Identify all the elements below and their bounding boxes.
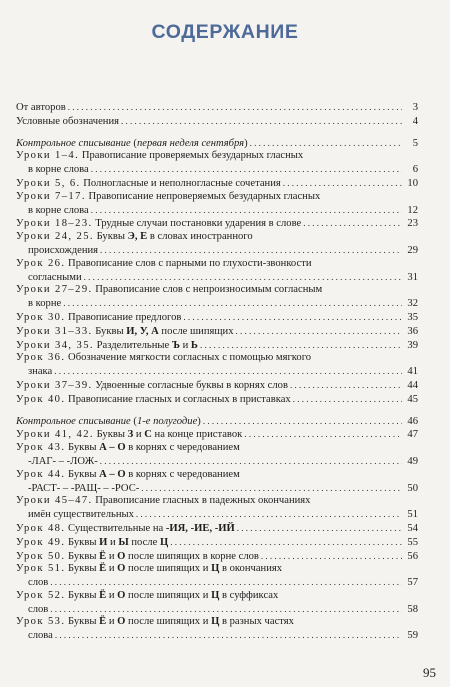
page-ref: 6 xyxy=(412,164,418,176)
continuation-text: слов xyxy=(28,603,49,615)
page-ref: 49 xyxy=(407,455,418,467)
bold-letters: Ъ xyxy=(171,339,180,351)
dot-leader xyxy=(170,536,402,550)
page-ref: 5 xyxy=(412,137,418,149)
toc-entry xyxy=(16,217,418,231)
dot-leader xyxy=(100,244,402,258)
lesson-number: Уроки 1–4. xyxy=(16,150,80,162)
page-ref: 10 xyxy=(407,177,418,189)
dot-leader xyxy=(91,163,402,177)
title-text: и xyxy=(179,339,191,351)
toc-entry-title xyxy=(16,312,181,325)
toc-entry-continuation xyxy=(16,455,418,469)
lesson-number: Уроки 24, 25. xyxy=(16,231,94,243)
title-text: в корнях с чередованием xyxy=(125,442,240,454)
toc-entry-title xyxy=(16,258,312,271)
toc-entry-continuation xyxy=(16,576,418,590)
title-text: Буквы xyxy=(93,429,128,441)
dot-leader xyxy=(63,297,402,311)
bold-letters: Ё xyxy=(99,563,107,575)
title-text: в словах иностранного xyxy=(147,231,253,243)
title-text: и xyxy=(107,536,119,548)
title-text: в окончаниях xyxy=(219,563,283,575)
dot-leader xyxy=(50,576,402,590)
bold-letters: Ц xyxy=(211,616,220,628)
toc-entry-continuation xyxy=(16,271,418,285)
title-text: Правописание гласных и согласных в приставках xyxy=(65,393,291,405)
title-text: Условные обозначения xyxy=(16,115,120,127)
title-text: 1-е полугодие xyxy=(136,415,198,427)
dot-leader xyxy=(54,365,402,379)
section-gap xyxy=(16,407,418,415)
title-text: Разделительные xyxy=(93,339,172,351)
title-text: ( xyxy=(130,137,137,149)
bold-letters: Ё xyxy=(99,616,107,628)
toc-entry-title xyxy=(16,616,294,629)
title-text: Удвоенные согласные буквы в корнях слов xyxy=(92,379,288,391)
continuation-text: происхождения xyxy=(28,244,99,256)
toc-entry xyxy=(16,258,418,285)
toc-entry xyxy=(16,590,418,617)
dot-leader xyxy=(50,603,402,617)
lesson-number: Урок 48. xyxy=(16,522,66,534)
toc-entry-line xyxy=(16,137,418,151)
toc-entry xyxy=(16,284,418,311)
title-text: и xyxy=(106,563,118,575)
title-text: Буквы xyxy=(92,325,127,337)
continuation-text: согласными xyxy=(28,271,82,283)
dot-leader xyxy=(203,415,402,429)
page-ref: 50 xyxy=(407,482,418,494)
toc-entry-title xyxy=(16,469,240,482)
title-text: Буквы xyxy=(65,536,100,548)
lesson-number: Уроки 45–47. xyxy=(16,495,93,507)
toc-entry-line xyxy=(16,311,418,325)
title-text: и xyxy=(106,616,118,628)
dot-leader xyxy=(236,325,403,339)
page-number: 95 xyxy=(423,665,436,680)
toc-entry xyxy=(16,442,418,469)
toc-entry-title xyxy=(16,394,291,407)
bold-letters: О xyxy=(117,616,126,628)
page-ref: 57 xyxy=(407,577,418,589)
page-ref: 35 xyxy=(407,311,418,323)
title-text: Контрольное списывание xyxy=(16,137,131,149)
title-text: Правописание непроверяемых безударных гласных xyxy=(85,190,321,202)
title-text: в суффиксах xyxy=(219,589,279,601)
bold-letters: И xyxy=(99,536,108,548)
title-text: Буквы xyxy=(65,442,100,454)
dot-leader xyxy=(283,177,402,191)
toc-entry-line xyxy=(16,177,418,191)
toc-entry-title xyxy=(16,138,248,151)
toc-entry-continuation xyxy=(16,244,418,258)
toc-entry-line xyxy=(16,150,418,163)
continuation-text: имён существительных xyxy=(28,509,134,521)
toc-entry xyxy=(16,150,418,177)
toc-entry xyxy=(16,339,418,353)
title-text: в разных частях xyxy=(219,616,294,628)
title-text: после шипящих и xyxy=(125,589,212,601)
page-ref: 4 xyxy=(412,115,418,127)
dot-leader xyxy=(183,311,402,325)
lesson-number: Урок 30. xyxy=(16,311,66,323)
bold-letters: Ц xyxy=(211,589,220,601)
toc-entry xyxy=(16,191,418,218)
lesson-number: Уроки 31–33. xyxy=(16,325,93,337)
bold-letters: А – О xyxy=(99,442,126,454)
bold-letters: Ь xyxy=(190,339,198,351)
title-text: ) xyxy=(197,415,201,427)
continuation-text: -ЛАГ- – -ЛОЖ- xyxy=(28,455,98,467)
continuation-text: в корне слова xyxy=(28,204,89,216)
page-ref: 36 xyxy=(407,325,418,337)
page-title: СОДЕРЖАНИЕ xyxy=(151,21,299,43)
dot-leader xyxy=(261,550,402,564)
dot-leader xyxy=(244,428,402,442)
bold-letters: Ц xyxy=(159,536,169,548)
bold-letters: О xyxy=(117,563,126,575)
toc-entry xyxy=(16,177,418,191)
bold-letters: Э, Е xyxy=(127,231,148,243)
toc-entry-title xyxy=(16,191,320,204)
toc-entry-line xyxy=(16,550,418,564)
toc-entry xyxy=(16,563,418,590)
page-ref: 39 xyxy=(407,339,418,351)
toc-entry xyxy=(16,495,418,522)
title-text: в корнях с чередованием xyxy=(125,468,240,480)
toc-entry-continuation xyxy=(16,204,418,218)
bold-letters: О xyxy=(117,550,126,562)
page-ref: 51 xyxy=(407,509,418,521)
dot-leader xyxy=(237,522,402,536)
title-text: Буквы xyxy=(65,550,100,562)
continuation-text: -РАСТ- – -РАЩ- – -РОС- xyxy=(28,482,140,494)
toc-entry-line xyxy=(16,101,418,115)
table-of-contents xyxy=(16,101,418,643)
page-ref: 31 xyxy=(407,271,418,283)
title-text: Правописание проверяемых безударных гласных xyxy=(79,150,304,162)
toc-entry-line xyxy=(16,590,418,603)
toc-entry-continuation xyxy=(16,365,418,379)
toc-entry xyxy=(16,115,418,129)
toc-entry-title xyxy=(16,416,201,429)
page-ref: 47 xyxy=(407,429,418,441)
dot-leader xyxy=(290,379,402,393)
bold-letters: О xyxy=(117,589,126,601)
toc-entry xyxy=(16,550,418,564)
continuation-text: в корне xyxy=(28,298,62,310)
lesson-number: Урок 26. xyxy=(16,257,66,269)
title-text: Правописание гласных в падежных окончаниях xyxy=(92,495,311,507)
toc-entry xyxy=(16,325,418,339)
title-text: после шипящих и xyxy=(125,616,212,628)
toc-entry xyxy=(16,137,418,151)
toc-entry-title xyxy=(16,590,278,603)
title-text: Буквы xyxy=(65,589,100,601)
toc-entry-line xyxy=(16,522,418,536)
page-ref: 23 xyxy=(407,218,418,230)
title-text: на конце приставок xyxy=(151,429,243,441)
toc-entry-title xyxy=(16,326,234,339)
continuation-text: слов xyxy=(28,577,49,589)
toc-entry-title xyxy=(16,340,198,353)
toc-entry-line xyxy=(16,536,418,550)
toc-entry-title xyxy=(16,352,311,365)
toc-entry-title xyxy=(16,537,168,550)
toc-entry-continuation xyxy=(16,297,418,311)
lesson-number: Урок 53. xyxy=(16,616,66,628)
lesson-number: Урок 44. xyxy=(16,468,66,480)
lesson-number: Урок 40. xyxy=(16,393,66,405)
title-text: От авторов xyxy=(16,102,66,113)
toc-entry xyxy=(16,469,418,496)
toc-entry-line xyxy=(16,379,418,393)
page-ref: 44 xyxy=(407,379,418,391)
toc-entry-title xyxy=(16,563,282,576)
title-text: ( xyxy=(130,415,137,427)
bold-letters: З xyxy=(127,429,134,441)
toc-entry-line xyxy=(16,352,418,365)
dot-leader xyxy=(250,137,402,151)
title-text: после шипящих в корне слов xyxy=(125,550,259,562)
toc-entry xyxy=(16,393,418,407)
title-text: Трудные случаи постановки ударения в слове xyxy=(92,218,302,230)
title-text: Буквы xyxy=(65,616,100,628)
toc-entry xyxy=(16,231,418,258)
toc-entry-line xyxy=(16,284,418,297)
toc-entry-continuation xyxy=(16,629,418,643)
title-text: Правописание слов с парными по глухости-звонкости xyxy=(65,257,312,269)
page-ref: 41 xyxy=(407,366,418,378)
title-text: Буквы xyxy=(93,231,128,243)
lesson-number: Урок 51. xyxy=(16,563,66,575)
page-ref: 29 xyxy=(407,244,418,256)
title-text: и xyxy=(106,550,118,562)
toc-entry-line xyxy=(16,393,418,407)
toc-entry-title xyxy=(16,380,288,393)
toc-entry-title xyxy=(16,231,253,244)
lesson-number: Урок 43. xyxy=(16,442,66,454)
title-text: Буквы xyxy=(65,563,100,575)
page-ref: 12 xyxy=(407,204,418,216)
toc-entry-title xyxy=(16,150,303,163)
toc-entry xyxy=(16,311,418,325)
toc-entry-continuation xyxy=(16,508,418,522)
toc-entry-line xyxy=(16,339,418,353)
toc-entry-line xyxy=(16,231,418,244)
toc-entry-line xyxy=(16,217,418,231)
page-ref: 59 xyxy=(407,630,418,642)
toc-entry-continuation xyxy=(16,163,418,177)
toc-entry xyxy=(16,536,418,550)
bold-letters: С xyxy=(144,429,152,441)
continuation-text: слова xyxy=(28,630,53,642)
toc-entry-line xyxy=(16,325,418,339)
bold-letters: Ё xyxy=(99,550,107,562)
page-ref: 58 xyxy=(407,603,418,615)
title-text: и xyxy=(106,589,118,601)
toc-entry xyxy=(16,616,418,643)
dot-leader xyxy=(200,339,402,353)
bold-letters: Ё xyxy=(99,589,107,601)
toc-entry-continuation xyxy=(16,603,418,617)
title-text: Правописание слов с непроизносимым согласным xyxy=(92,284,323,296)
lesson-number: Урок 49. xyxy=(16,536,66,548)
page-ref: 55 xyxy=(407,536,418,548)
toc-entry-line xyxy=(16,469,418,482)
dot-leader xyxy=(141,482,402,496)
toc-entry-line xyxy=(16,191,418,204)
dot-leader xyxy=(293,393,402,407)
toc-entry-line xyxy=(16,415,418,429)
continuation-text: знака xyxy=(28,366,53,378)
title-text: первая неделя сентября xyxy=(136,137,245,149)
dot-leader xyxy=(68,101,402,115)
title-text: и xyxy=(133,429,145,441)
toc-entry xyxy=(16,428,418,442)
bold-letters: А – О xyxy=(99,468,126,480)
lesson-number: Уроки 7–17. xyxy=(16,190,86,202)
toc-entry-title xyxy=(16,495,310,508)
lesson-number: Уроки 18–23. xyxy=(16,218,93,230)
page-ref: 45 xyxy=(407,393,418,405)
toc-entry-line xyxy=(16,115,418,129)
dot-leader xyxy=(100,455,402,469)
dot-leader xyxy=(84,271,402,285)
toc-entry xyxy=(16,379,418,393)
toc-entry-line xyxy=(16,495,418,508)
page-ref: 46 xyxy=(407,415,418,427)
lesson-number: Уроки 5, 6. xyxy=(16,177,81,189)
toc-entry xyxy=(16,415,418,429)
toc-entry xyxy=(16,352,418,379)
page-ref: 56 xyxy=(407,550,418,562)
toc-entry-title xyxy=(16,218,301,231)
toc-entry xyxy=(16,522,418,536)
page-ref: 32 xyxy=(407,298,418,310)
lesson-number: Урок 36. xyxy=(16,352,66,364)
toc-entry-title xyxy=(16,102,66,115)
title-text: Обозначение мягкости согласных с помощью мягкого xyxy=(65,352,312,364)
page-ref: 54 xyxy=(407,522,418,534)
title-text: Правописание предлогов xyxy=(65,311,182,323)
lesson-number: Уроки 27–29. xyxy=(16,284,93,296)
toc-entry-title xyxy=(16,551,259,564)
toc-entry-title xyxy=(16,442,240,455)
toc-entry-line xyxy=(16,616,418,629)
title-text: после шипящих xyxy=(158,325,234,337)
toc-entry-title xyxy=(16,284,322,297)
toc-entry-line xyxy=(16,563,418,576)
continuation-text: в корне слова xyxy=(28,164,89,176)
title-text: после шипящих и xyxy=(125,563,212,575)
page-ref: 3 xyxy=(412,102,418,113)
dot-leader xyxy=(121,115,402,129)
dot-leader xyxy=(136,508,402,522)
title-text: Буквы xyxy=(65,468,100,480)
lesson-number: Урок 52. xyxy=(16,589,66,601)
section-gap xyxy=(16,129,418,137)
toc-entry-line xyxy=(16,442,418,455)
title-text: Существительные на xyxy=(65,522,166,534)
toc-entry-title xyxy=(16,116,119,129)
toc-entry-title xyxy=(16,523,235,536)
title-text: Полногласные и неполногласные сочетания xyxy=(80,177,281,189)
lesson-number: Урок 50. xyxy=(16,550,66,562)
dot-leader xyxy=(303,217,402,231)
bold-letters: И, У, А xyxy=(126,325,159,337)
lesson-number: Уроки 41, 42. xyxy=(16,429,94,441)
title-text: Контрольное списывание xyxy=(16,415,131,427)
lesson-number: Уроки 34, 35. xyxy=(16,339,94,351)
toc-entry-line xyxy=(16,258,418,271)
toc-entry-title xyxy=(16,429,242,442)
bold-letters: Ы xyxy=(118,536,129,548)
bold-letters: Ц xyxy=(211,563,220,575)
lesson-number: Уроки 37–39. xyxy=(16,379,93,391)
bold-letters: -ИЯ, -ИЕ, -ИЙ xyxy=(165,522,235,534)
dot-leader xyxy=(91,204,402,218)
title-text: после xyxy=(128,536,160,548)
toc-entry-continuation xyxy=(16,482,418,496)
toc-entry-title xyxy=(16,178,281,191)
dot-leader xyxy=(55,629,402,643)
toc-entry xyxy=(16,101,418,115)
title-text: ) xyxy=(244,137,248,149)
toc-entry-line xyxy=(16,428,418,442)
